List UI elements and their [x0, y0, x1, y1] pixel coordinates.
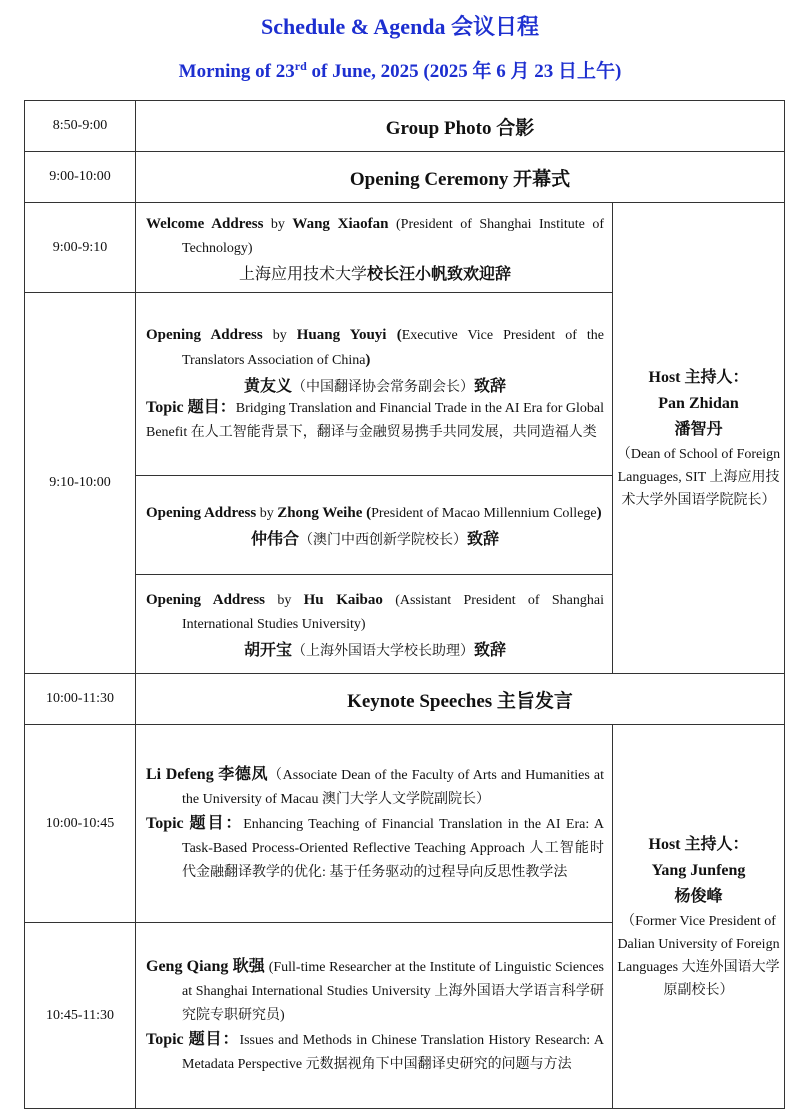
role-open-paren: ( — [386, 327, 402, 343]
page-title: Schedule & Agenda 会议日程 — [260, 14, 540, 39]
section-title-opening: Opening Ceremony 开幕式 — [136, 152, 785, 203]
host-name-zh: 杨俊峰 — [674, 887, 723, 905]
time-cell: 8:50-9:00 — [25, 101, 136, 152]
speaker-name: Li Defeng 李德凤 — [146, 765, 269, 783]
page-subtitle — [0, 58, 800, 86]
speaker-text — [146, 955, 604, 1028]
row-keynote-speeches — [25, 674, 785, 725]
opening-address-text — [146, 323, 604, 373]
role-open-paren: ( — [362, 505, 372, 521]
row-group-photo — [25, 101, 785, 152]
section-title-group-photo: Group Photo 合影 — [136, 101, 785, 152]
time-cell: 9:00-9:10 — [25, 203, 136, 293]
speaker-name: Huang Youyi — [296, 327, 387, 343]
opening-address-huang-cell — [136, 293, 613, 476]
row-keynote-li — [25, 725, 785, 923]
topic-text — [146, 1028, 604, 1077]
speaker-name: Wang Xiaofan — [292, 215, 389, 232]
host-title: （Former Vice President of Dalian University of Foreign Languages 大连外国语大学原副校长） — [617, 913, 780, 998]
subtitle-date-suffix: rd — [294, 59, 307, 73]
keynote-geng-cell — [136, 923, 613, 1109]
opening-address-text — [146, 588, 604, 637]
host-label: Host 主持人： — [648, 368, 749, 386]
zh-speech-word: 致辞 — [474, 642, 507, 659]
address-kind: Opening Address — [146, 505, 257, 521]
by-word: by — [265, 593, 304, 608]
host-name-zh: 潘智丹 — [674, 420, 723, 438]
zh-speaker-name: 仲伟合 — [250, 531, 299, 548]
zh-speaker-name: 黄友义 — [243, 378, 292, 395]
opening-address-zhong-cell — [136, 476, 613, 575]
host-name-en: Pan Zhidan — [658, 394, 739, 412]
row-welcome-address — [25, 203, 785, 293]
zh-speaker-name: 胡开宝 — [243, 642, 292, 659]
address-kind: Opening Address — [146, 327, 263, 343]
speaker-role: （Associate Dean of the Faculty of Arts and Humanities at the University of Macau 澳门大学人文学院副院长） — [182, 767, 604, 807]
role-close-paren: ) — [365, 352, 371, 368]
opening-address-hu-cell — [136, 575, 613, 674]
speaker-name: Hu Kaibao — [303, 592, 383, 608]
topic-title: Enhancing Teaching of Financial Translation in the AI Era: A Task-Based Process-Oriented Reflective Teaching Approach 人工智能时代金融翻译教学的优化: 基于任务驱动的过程导向反思性教学法 — [182, 816, 604, 880]
host-cell-opening — [613, 203, 785, 674]
speaker-role: Executive Vice President of the Translators Association of China — [182, 328, 604, 368]
by-word: by — [256, 506, 278, 521]
section-title-keynote: Keynote Speeches 主旨发言 — [136, 674, 785, 725]
topic-label: Topic 题目： — [146, 814, 244, 832]
host-title: （Dean of School of Foreign Languages, SIT 上海应用技术大学外国语学院院长） — [616, 446, 781, 508]
keynote-li-cell — [136, 725, 613, 923]
time-cell: 10:00-10:45 — [25, 725, 136, 923]
zh-speech-word: 致辞 — [474, 378, 507, 395]
address-kind: Opening Address — [146, 592, 265, 608]
speaker-role: (Full-time Researcher at the Institute of Linguistic Sciences at Shanghai International Studies University 上海外国语大学语言科学研究院专职研究员) — [182, 959, 604, 1023]
role-close-paren: ) — [596, 505, 602, 521]
time-cell: 9:10-10:00 — [25, 293, 136, 674]
topic-label: Topic 题目： — [146, 399, 236, 416]
time-cell: 10:00-11:30 — [25, 674, 136, 725]
topic-text — [146, 812, 604, 885]
zh-institution: 上海应用技术大学 — [238, 265, 367, 283]
agenda-table — [24, 100, 785, 1109]
subtitle-date: Morning of 23 — [178, 61, 295, 82]
welcome-address-chinese — [146, 261, 604, 284]
zh-speaker-line: 校长汪小帆致欢迎辞 — [367, 265, 512, 283]
host-label: Host 主持人： — [648, 835, 749, 853]
by-word: by — [262, 328, 297, 343]
opening-address-chinese — [146, 373, 604, 396]
topic-title: Issues and Methods in Chinese Translation History Research: A Metadata Perspective 元数据视角下中国翻译史研究的问题与方法 — [182, 1032, 604, 1072]
zh-speaker-role: （澳门中西创新学院校长） — [299, 533, 467, 548]
zh-speaker-role: （中国翻译协会常务副会长） — [292, 380, 474, 395]
opening-address-chinese — [146, 526, 604, 549]
zh-speaker-role: （上海外国语大学校长助理） — [292, 644, 474, 659]
topic-text — [146, 396, 604, 445]
by-word: by — [263, 216, 293, 232]
row-opening-ceremony — [25, 152, 785, 203]
host-cell-keynote — [613, 725, 785, 1109]
topic-title: Bridging Translation and Financial Trade in the AI Era for Global Benefit 在人工智能背景下，翻译与金融贸易携手共同发展，共同造福人类 — [146, 401, 604, 440]
speaker-role: (President of Shanghai Institute of Technology) — [182, 216, 605, 256]
speaker-role: (Assistant President of Shanghai International Studies University) — [182, 593, 604, 632]
opening-address-text — [146, 501, 604, 526]
host-name-en: Yang Junfeng — [651, 861, 746, 879]
speaker-name: Zhong Weihe — [277, 505, 363, 521]
welcome-address-text — [146, 212, 604, 261]
time-cell: 9:00-10:00 — [25, 152, 136, 203]
zh-speech-word: 致辞 — [467, 531, 500, 548]
welcome-address-cell — [136, 203, 613, 293]
topic-label: Topic 题目： — [146, 1030, 240, 1048]
time-cell: 10:45-11:30 — [25, 923, 136, 1109]
speaker-text — [146, 763, 604, 812]
speaker-name: Geng Qiang 耿强 — [146, 957, 265, 975]
address-kind: Welcome Address — [146, 215, 264, 232]
opening-address-chinese — [146, 637, 604, 660]
subtitle-rest: of June, 2025 (2025 年 6 月 23 日上午) — [306, 61, 622, 82]
speaker-role: President of Macao Millennium College — [371, 506, 597, 521]
